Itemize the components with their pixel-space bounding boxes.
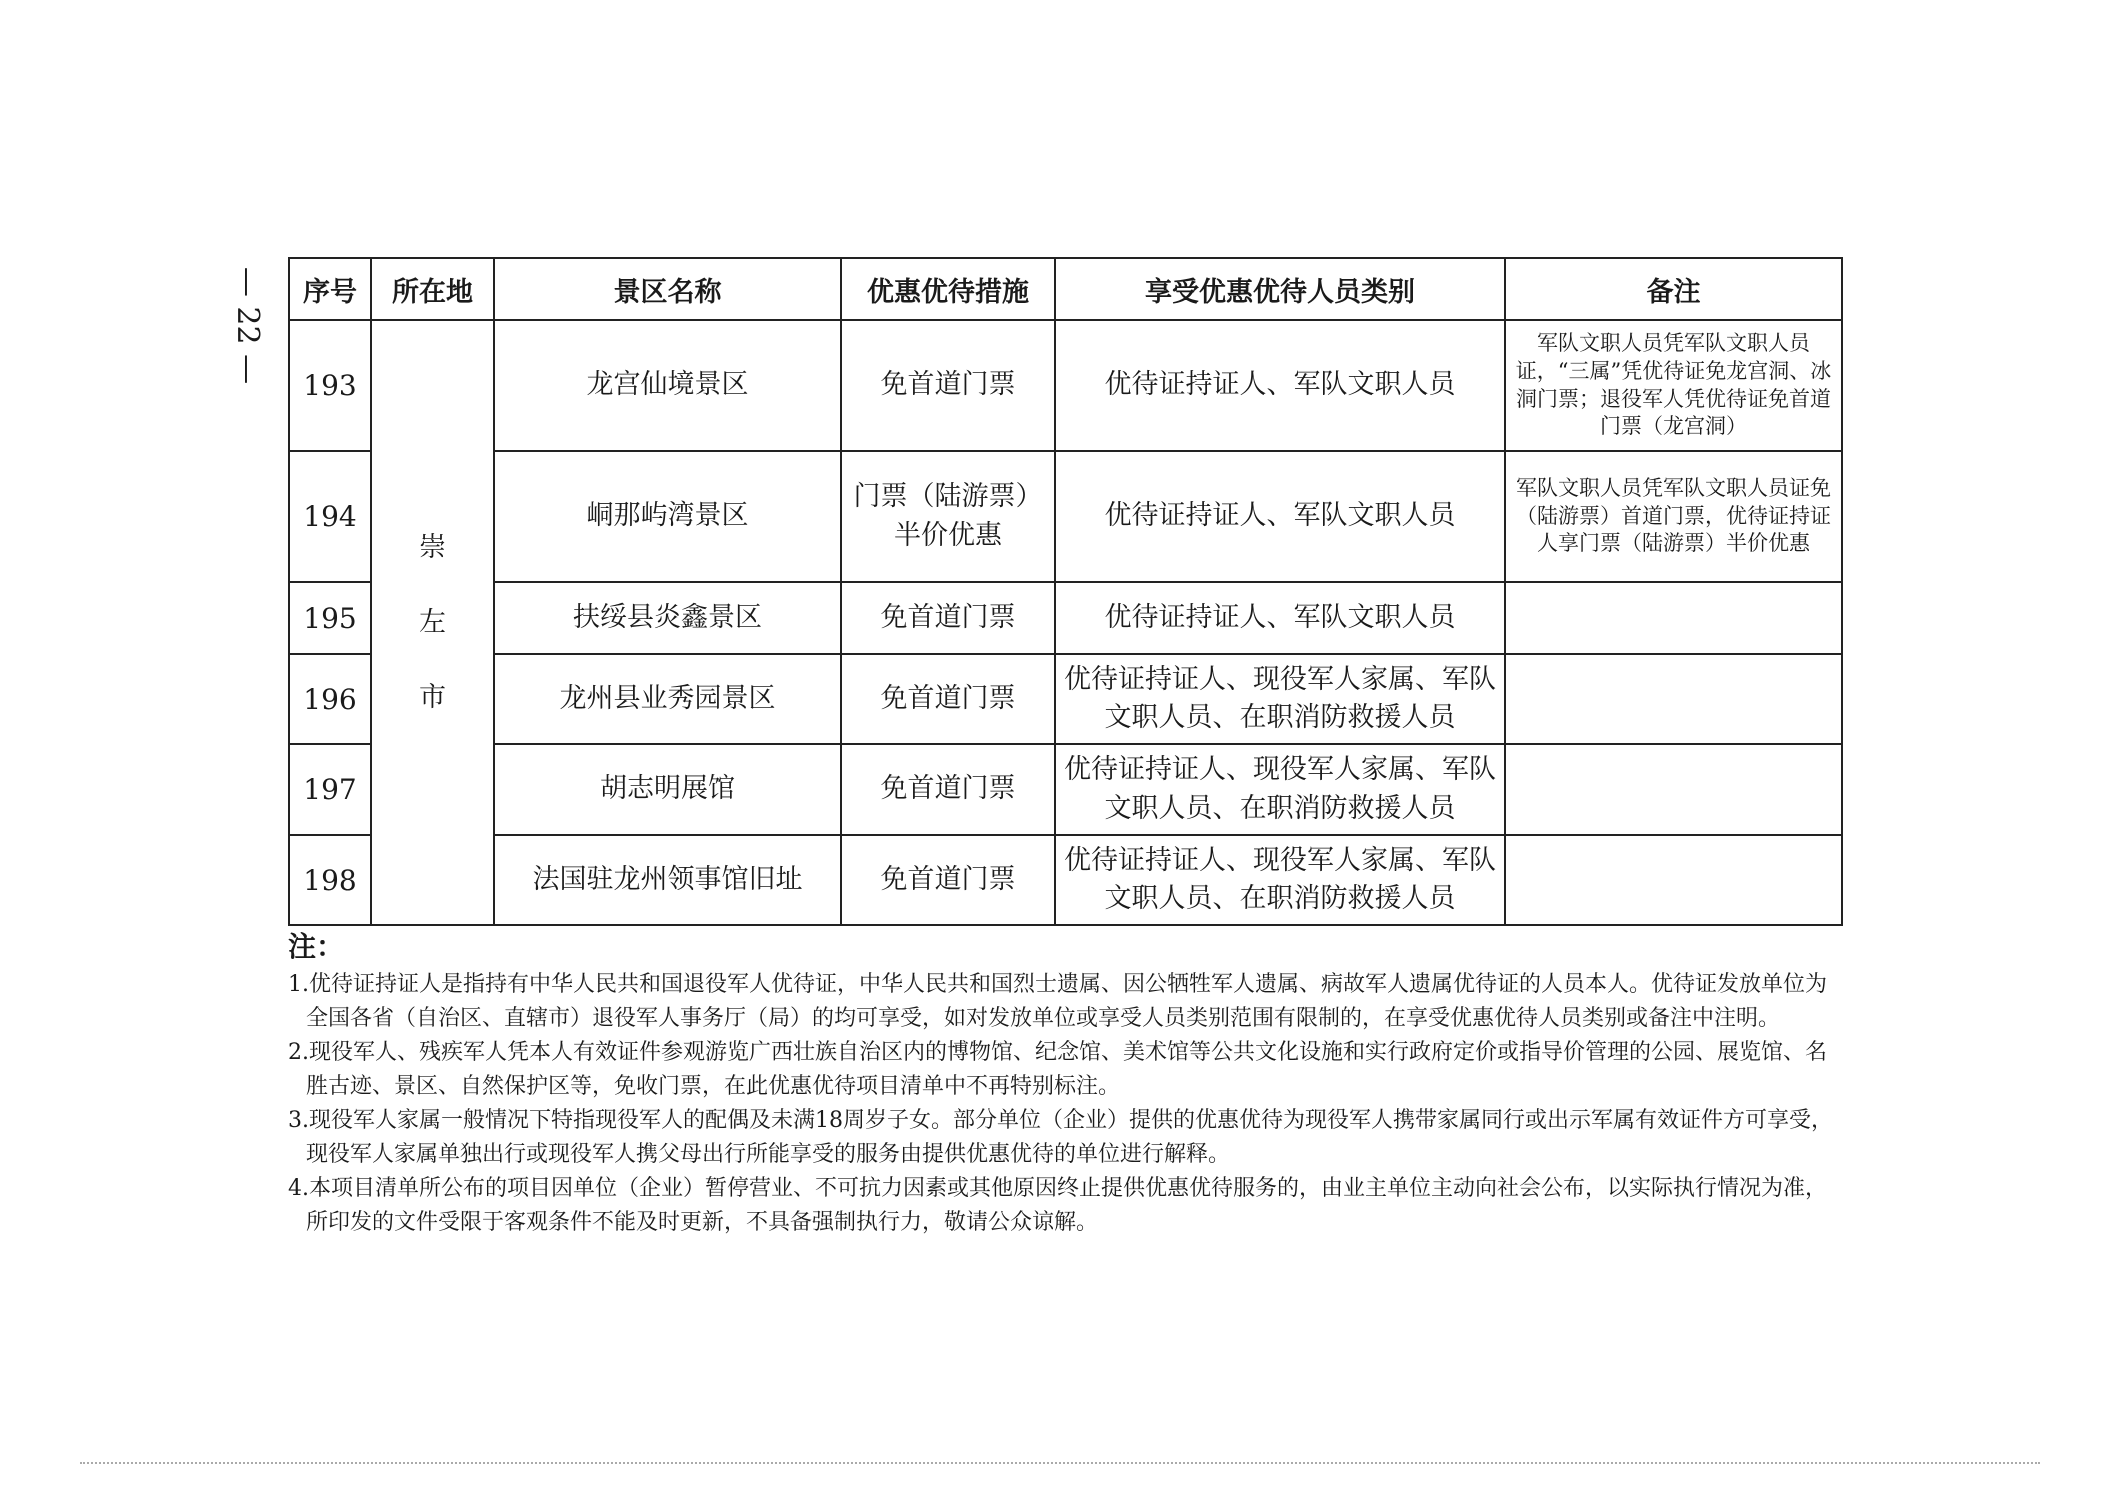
note-item: 3.现役军人家属一般情况下特指现役军人的配偶及未满18周岁子女。部分单位（企业）提供的优惠优待为现役军人携带家属同行或出示军属有效证件方可享受，现役军人家属单独出行或现役军人携父母出行所能享受的服务由提供优惠优待的单位进行解释。: [288, 1108, 1833, 1167]
scenic-name: 峒那屿湾景区: [494, 451, 841, 582]
scan-artifact-line: [80, 1462, 2040, 1464]
notes-title: 注：: [288, 930, 345, 963]
table-row: [289, 320, 1842, 451]
table-row: [289, 835, 1842, 925]
location-char: 左: [419, 607, 446, 638]
table-row: [289, 654, 1842, 744]
eligible-category: 优待证持证人、军队文职人员: [1055, 451, 1505, 582]
row-number: 193: [289, 320, 371, 451]
header-location: 所在地: [371, 258, 494, 320]
preferential-measure: 免首道门票: [841, 744, 1055, 835]
preferential-measure: 免首道门票: [841, 320, 1055, 451]
scenic-spot-table: [288, 257, 1843, 926]
remark: 军队文职人员凭军队文职人员证免（陆游票）首道门票，优待证持证人享门票（陆游票）半价优惠: [1505, 451, 1842, 582]
scenic-name: 胡志明展馆: [494, 744, 841, 835]
remark: [1505, 582, 1842, 654]
header-name: 景区名称: [494, 258, 841, 320]
header-remark: 备注: [1505, 258, 1842, 320]
remark: [1505, 654, 1842, 744]
row-number: 194: [289, 451, 371, 582]
remark: 军队文职人员凭军队文职人员证，“三属”凭优待证免龙宫洞、冰洞门票；退役军人凭优待证免首道门票（龙宫洞）: [1505, 320, 1842, 451]
remark: [1505, 744, 1842, 835]
row-number: 196: [289, 654, 371, 744]
note-item: 4.本项目清单所公布的项目因单位（企业）暂停营业、不可抗力因素或其他原因终止提供优惠优待服务的，由业主单位主动向社会公布，以实际执行情况为准，所印发的文件受限于客观条件不能及时更新，不具备强制执行力，敬请公众谅解。: [288, 1176, 1827, 1235]
preferential-measure: 免首道门票: [841, 654, 1055, 744]
notes-section: [288, 930, 1848, 1240]
eligible-category: 优待证持证人、现役军人家属、军队文职人员、在职消防救援人员: [1055, 835, 1505, 925]
eligible-category: 优待证持证人、军队文职人员: [1055, 320, 1505, 451]
location-char: 崇: [419, 532, 446, 563]
table-row: [289, 744, 1842, 835]
remark: [1505, 835, 1842, 925]
scenic-name: 龙宫仙境景区: [494, 320, 841, 451]
scenic-name: 龙州县业秀园景区: [494, 654, 841, 744]
preferential-measure: 免首道门票: [841, 835, 1055, 925]
table-row: [289, 582, 1842, 654]
location-char: 市: [419, 682, 446, 713]
note-item: 1.优待证持证人是指持有中华人民共和国退役军人优待证，中华人民共和国烈士遗属、因公牺牲军人遗属、病故军人遗属优待证的人员本人。优待证发放单位为全国各省（自治区、直辖市）退役军人事务厅（局）的均可享受，如对发放单位或享受人员类别范围有限制的，在享受优惠优待人员类别或备注中注明。: [288, 972, 1827, 1031]
eligible-category: 优待证持证人、现役军人家属、军队文职人员、在职消防救援人员: [1055, 744, 1505, 835]
preferential-measure: 免首道门票: [841, 582, 1055, 654]
location-cell: [371, 320, 494, 925]
scenic-name: 扶绥县炎鑫景区: [494, 582, 841, 654]
eligible-category: 优待证持证人、军队文职人员: [1055, 582, 1505, 654]
header-no: 序号: [289, 258, 371, 320]
table-row: [289, 451, 1842, 582]
eligible-category: 优待证持证人、现役军人家属、军队文职人员、在职消防救援人员: [1055, 654, 1505, 744]
row-number: 195: [289, 582, 371, 654]
row-number: 197: [289, 744, 371, 835]
preferential-measure: 门票（陆游票）半价优惠: [841, 451, 1055, 582]
header-category: 享受优惠优待人员类别: [1055, 258, 1505, 320]
table-header-row: [289, 258, 1842, 320]
page-number: — 22 —: [230, 266, 266, 384]
note-item: 2.现役军人、残疾军人凭本人有效证件参观游览广西壮族自治区内的博物馆、纪念馆、美术馆等公共文化设施和实行政府定价或指导价管理的公园、展览馆、名胜古迹、景区、自然保护区等，免收门票，在此优惠优待项目清单中不再特别标注。: [288, 1040, 1827, 1099]
row-number: 198: [289, 835, 371, 925]
header-measure: 优惠优待措施: [841, 258, 1055, 320]
scenic-name: 法国驻龙州领事馆旧址: [494, 835, 841, 925]
